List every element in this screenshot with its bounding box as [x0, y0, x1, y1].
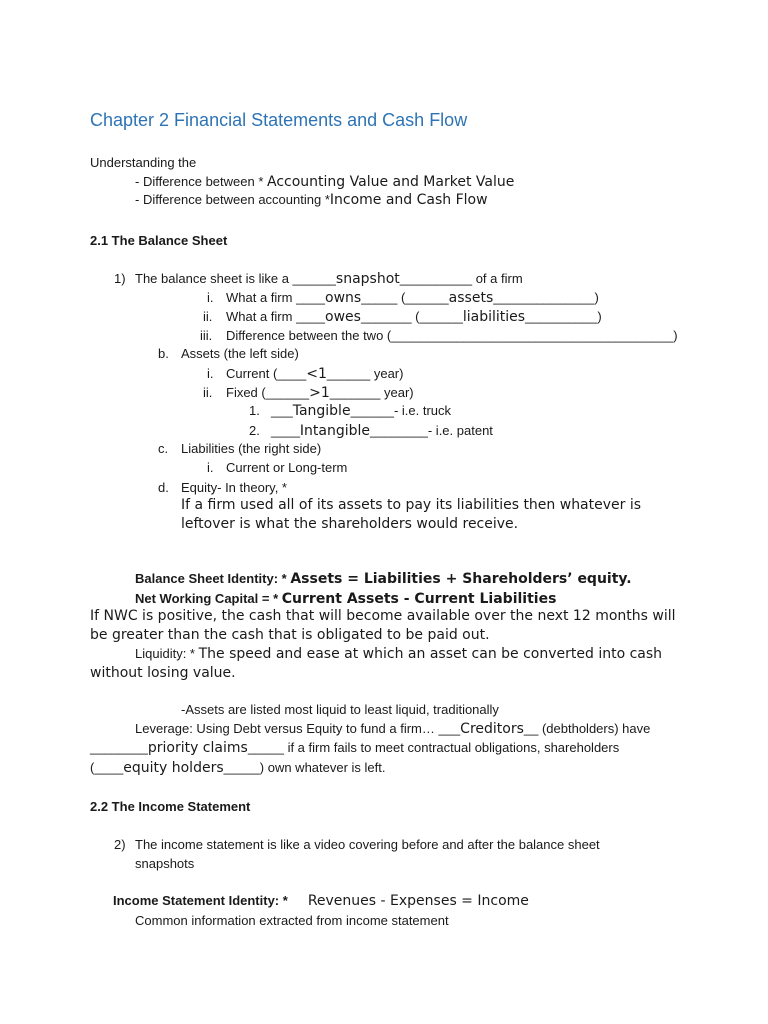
intro-line-1-prefix: - Difference between *	[135, 174, 267, 189]
tangible-number: 1.	[249, 403, 260, 418]
assets-i-number: i.	[207, 366, 214, 381]
intangible-answer: Intangible	[299, 423, 371, 439]
leverage-line-3	[90, 759, 386, 777]
roman-iii-text: Difference between the two (_______________________________________)	[226, 328, 678, 343]
tangible-a: ___	[271, 403, 293, 418]
common-info-line: Common information extracted from income statement	[135, 913, 449, 928]
leverage-c: __ (debtholders) have	[523, 721, 651, 736]
item-1-answer: snapshot	[335, 271, 400, 287]
assets-order-note: -Assets are listed most liquid to least liquid, traditionally	[181, 702, 499, 717]
roman-ii-answer-liabilities: liabilities	[462, 309, 526, 325]
intro-heading: Understanding the	[90, 155, 197, 170]
liquidity-label: Liquidity: *	[135, 646, 199, 661]
balance-sheet-identity-answer: Assets = Liabilities + Shareholders’ equity.	[290, 571, 632, 587]
roman-ii-answer-owes: owes	[325, 309, 361, 325]
intro-line-2	[135, 191, 488, 209]
item-2-line-1: The income statement is like a video covering before and after the balance sheet	[135, 837, 600, 852]
item-1-number: 1)	[114, 271, 126, 286]
item-1-text	[135, 270, 523, 288]
liquidity-line-1	[135, 645, 662, 663]
roman-ii-a: What a firm ____	[226, 309, 325, 324]
balance-sheet-identity	[135, 570, 632, 588]
roman-ii-number: ii.	[203, 309, 213, 324]
income-statement-identity	[113, 892, 529, 910]
roman-i-a: What a firm ____	[226, 290, 325, 305]
tangible-c: ______- i.e. truck	[350, 403, 452, 418]
leverage-line-1	[135, 720, 650, 738]
item-1-text-a: The balance sheet is like a ______	[135, 271, 336, 286]
intro-line-1	[135, 173, 514, 191]
intro-line-1-answer: Accounting Value and Market Value	[267, 174, 515, 190]
liabilities-type: Current or Long-term	[226, 460, 348, 475]
section-2-2-heading: 2.2 The Income Statement	[90, 799, 251, 814]
liquidity-answer-1: The speed and ease at which an asset can be converted into cash	[198, 646, 663, 662]
balance-sheet-identity-label: Balance Sheet Identity: *	[135, 571, 291, 586]
assets-fixed	[226, 384, 414, 402]
roman-iii-number: iii.	[200, 328, 213, 343]
leverage2-c: _____ if a firm fails to meet contractual obligations, shareholders	[247, 740, 620, 755]
leverage3-c: _____) own whatever is left.	[223, 760, 386, 775]
assets-fixed-c: _______ year)	[329, 385, 414, 400]
net-working-capital	[135, 590, 556, 608]
item-d-text: Equity- In theory, *	[181, 480, 287, 495]
nwc-label: Net Working Capital = *	[135, 591, 282, 606]
item-2-line-2: snapshots	[135, 856, 195, 871]
equity-answer-line-1: If a firm used all of its assets to pay its liabilities then whatever is	[181, 497, 642, 513]
nwc-answer: Current Assets - Current Liabilities	[281, 591, 557, 607]
roman-ii-e: __________)	[525, 309, 602, 324]
intro-line-2-prefix: - Difference between accounting *	[135, 192, 330, 207]
leverage-answer-creditors: Creditors	[460, 721, 524, 737]
intangible-number: 2.	[249, 423, 260, 438]
assets-current-a: Current (____	[226, 366, 307, 381]
item-c-label: c.	[158, 441, 169, 456]
intangible-text	[271, 422, 493, 440]
income-identity-label: Income Statement Identity: *	[113, 893, 288, 908]
liabilities-i-number: i.	[207, 460, 214, 475]
assets-current-answer: <1	[306, 366, 327, 382]
roman-ii-text	[226, 308, 602, 326]
item-1-text-c: __________ of a firm	[399, 271, 523, 286]
roman-i-answer-assets: assets	[448, 290, 494, 306]
page-title: Chapter 2 Financial Statements and Cash Flow	[90, 110, 468, 130]
roman-ii-c: _______ (______	[360, 309, 463, 324]
assets-current	[226, 365, 403, 383]
intangible-c: ________- i.e. patent	[370, 423, 493, 438]
roman-i-answer-owns: owns	[325, 290, 362, 306]
item-b-label: b.	[158, 346, 169, 361]
leverage3-a: (____	[90, 760, 124, 775]
item-2-number: 2)	[114, 837, 126, 852]
assets-fixed-a: Fixed (______	[226, 385, 310, 400]
liquidity-line-2: without losing value.	[90, 665, 236, 681]
leverage-line-2	[90, 739, 619, 757]
nwc-note-line-2: be greater than the cash that is obligated to be paid out.	[90, 627, 490, 643]
intangible-a: ____	[271, 423, 300, 438]
intro-line-2-answer: Income and Cash Flow	[329, 192, 488, 208]
item-b-text: Assets (the left side)	[181, 346, 299, 361]
equity-answer-line-2: leftover is what the shareholders would receive.	[181, 516, 519, 532]
income-identity-answer: Revenues - Expenses = Income	[307, 893, 529, 909]
leverage-answer-equity-holders: equity holders	[123, 760, 224, 776]
leverage-answer-priority: priority claims	[147, 740, 248, 756]
roman-i-number: i.	[207, 290, 214, 305]
roman-i-e: ______________)	[493, 290, 599, 305]
assets-fixed-answer: >1	[309, 385, 330, 401]
roman-i-text	[226, 289, 599, 307]
section-2-1-heading: 2.1 The Balance Sheet	[90, 233, 228, 248]
item-d-label: d.	[158, 480, 169, 495]
leverage-a: Leverage: Using Debt versus Equity to fund a firm… ___	[135, 721, 461, 736]
tangible-text	[271, 402, 451, 420]
roman-i-c: _____ (______	[361, 290, 449, 305]
leverage2-a: ________	[90, 740, 148, 755]
assets-ii-number: ii.	[203, 385, 213, 400]
item-c-text: Liabilities (the right side)	[181, 441, 322, 456]
assets-current-c: ______ year)	[326, 366, 404, 381]
nwc-note-line-1: If NWC is positive, the cash that will become available over the next 12 months will	[90, 608, 676, 624]
tangible-answer: Tangible	[292, 403, 351, 419]
